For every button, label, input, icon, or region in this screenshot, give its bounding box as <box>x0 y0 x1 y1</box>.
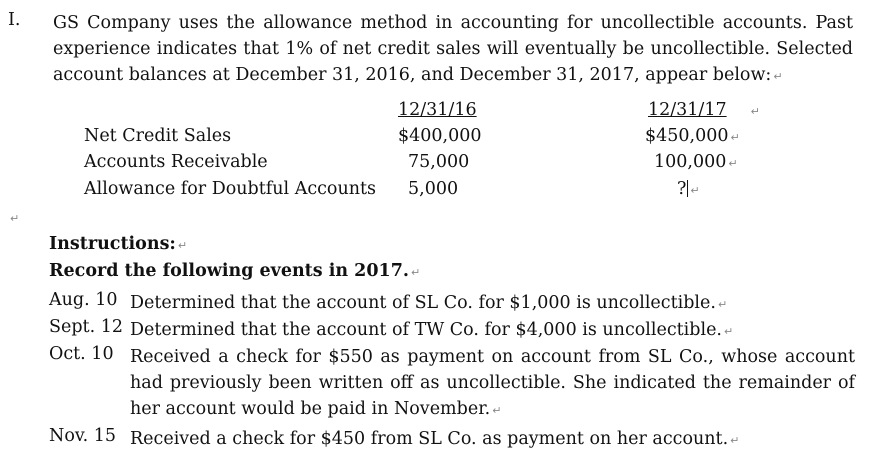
event-description: Received a check for $550 as payment on account from SL Co., whose account had previously been written off as uncollectible. She indicated the remainder of her account would be paid in November. <box>130 347 855 419</box>
empty-paragraph-mark: ↵ <box>10 212 20 225</box>
paragraph-mark: ↵ <box>492 404 502 417</box>
event-description: Determined that the account of TW Co. for $4,000 is uncollectible. <box>130 320 722 340</box>
value-2016-accounts-receivable: 75,000 <box>408 152 470 172</box>
row-label-allowance: Allowance for Doubtful Accounts <box>84 179 377 199</box>
paragraph-mark: ↵ <box>730 434 740 447</box>
event-date-oct-10: Oct. 10 <box>49 344 114 364</box>
event-text-oct-10 <box>130 344 855 424</box>
event-date-aug-10: Aug. 10 <box>49 290 118 310</box>
value-2016-net-credit-sales: $400,000 <box>398 126 482 146</box>
column-header-2017-wrap <box>648 100 760 120</box>
value-2017-net-credit-sales: $450,000 <box>645 126 729 146</box>
row-label-net-credit-sales: Net Credit Sales <box>84 126 232 146</box>
paragraph-mark: ↵ <box>730 131 740 144</box>
column-header-2017: 12/31/17 <box>648 100 727 120</box>
event-description: Determined that the account of SL Co. for $1,000 is uncollectible. <box>130 293 716 313</box>
problem-number: I. <box>8 10 21 30</box>
paragraph-mark: ↵ <box>177 239 188 252</box>
instructions-subheading: Record the following events in 2017. <box>49 261 409 281</box>
row-label-accounts-receivable: Accounts Receivable <box>84 152 268 172</box>
instructions-subheading-wrap <box>49 261 420 281</box>
paragraph-mark: ↵ <box>410 266 421 279</box>
cell-2017-net-credit-sales <box>645 126 740 146</box>
paragraph-mark: ↵ <box>723 325 734 338</box>
paragraph-mark: ↵ <box>773 70 783 83</box>
instructions-heading-wrap <box>49 234 187 254</box>
event-text-aug-10 <box>130 290 855 318</box>
instructions-heading: Instructions: <box>49 234 176 254</box>
paragraph-mark: ↵ <box>717 298 728 311</box>
paragraph-mark: ↵ <box>728 157 738 170</box>
event-date-sept-12: Sept. 12 <box>49 317 123 337</box>
problem-intro <box>53 10 853 90</box>
paragraph-mark: ↵ <box>750 105 760 118</box>
event-date-nov-15: Nov. 15 <box>49 426 117 446</box>
value-2016-allowance: 5,000 <box>408 179 459 199</box>
paragraph-mark: ↵ <box>690 184 700 197</box>
event-description: Received a check for $450 from SL Co. as payment on her account. <box>130 429 729 449</box>
text-cursor <box>687 180 688 197</box>
event-text-sept-12 <box>130 317 855 345</box>
value-2017-allowance: ? <box>677 179 687 199</box>
event-text-nov-15 <box>130 426 855 454</box>
value-2017-accounts-receivable: 100,000 <box>654 152 727 172</box>
intro-text: GS Company uses the allowance method in accounting for uncollectible accounts. Past experience indicates that 1% of net credit sales will eventually be uncollectible. Selected account balances at December 31, 2016, and December 31, 2017, appear below: <box>53 13 853 85</box>
cell-2017-accounts-receivable <box>654 152 738 172</box>
column-header-2016: 12/31/16 <box>398 100 477 120</box>
cell-2017-allowance <box>677 179 700 199</box>
